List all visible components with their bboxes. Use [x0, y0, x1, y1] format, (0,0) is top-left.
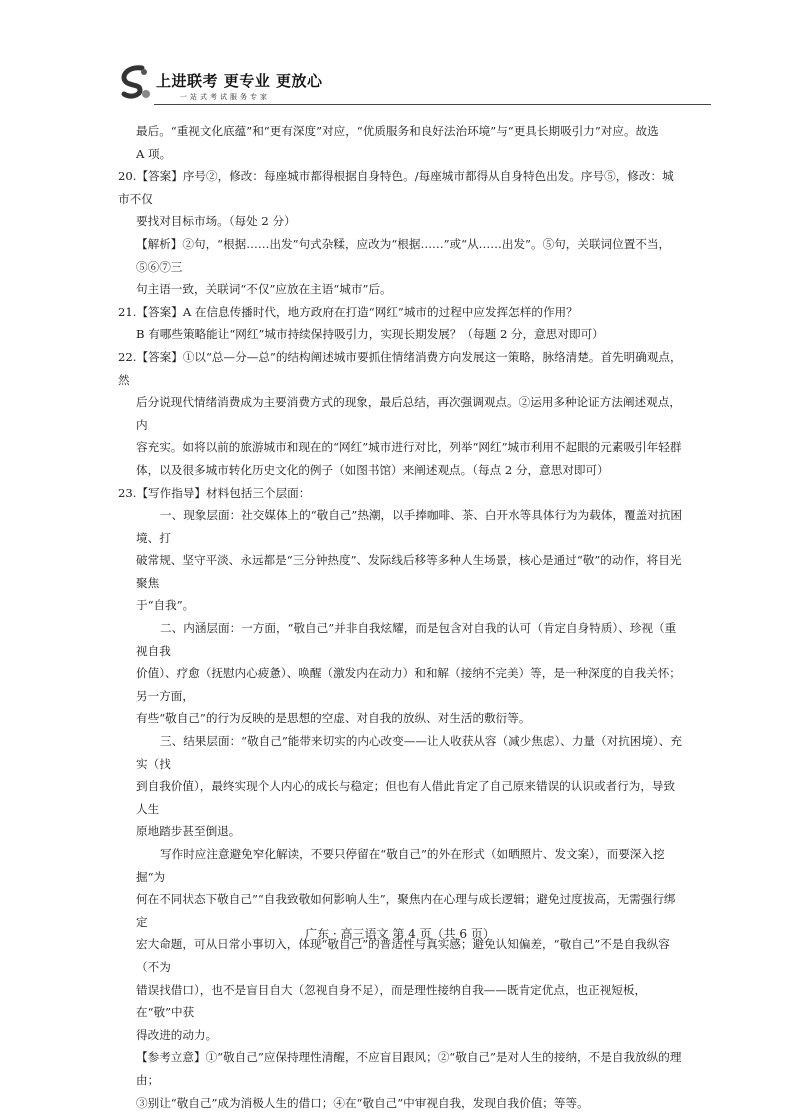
q23-level-three-cont: 原地踏步甚至倒退。 [136, 824, 241, 839]
q20-analysis-cont: 句主语一致，关联词“不仅”应放在主语“城市”后。 [136, 282, 392, 297]
q23-level-one-cont: 破常规、坚守平淡、永远都是“三分钟热度”、发际线后移等多种人生场景，核心是通过“敬”的动作，将目光聚焦 [136, 553, 682, 590]
q23-level-two: 二、内涵层面：一方面，“敬自己”并非自我炫耀，而是包含对自我的认可（肯定自身特质）、珍视（重视自我 [136, 621, 677, 658]
q22-answer-cont: 体，以及很多城市转化历史文化的例子（如图书馆）来阐述观点。（每点 2 分，意思对即可） [136, 462, 609, 477]
q20-answer: 20.【答案】序号②，修改：每座城市都得根据自身特色。/每座城市都得从自身特色出发。序号⑤，修改：城市不仅 [118, 169, 674, 206]
brand-tagline: 一站式考试服务专家 [180, 93, 270, 101]
q23-level-two-cont: 有些“敬自己”的行为反映的是思想的空虚、对自我的放纵、对生活的敷衍等。 [136, 711, 531, 726]
q23-level-three: 三、结果层面：“敬自己”能带来切实的内心改变——让人收获从容（减少焦虑）、力量（对抗困境）、充实（找 [136, 734, 682, 771]
q19-continuation: 最后。“重视文化底蕴”和“更有深度”对应，“优质服务和良好法治环境”与“更具长期吸引力”对应。故选 [136, 124, 659, 138]
brand-logo-icon [118, 64, 152, 104]
q23-level-two-cont: 价值）、疗愈（抚慰内心疲惫）、唤醒（激发内在动力）和和解（接纳不完美）等，是一种深度的自我关怀；另一方面， [136, 666, 681, 703]
page-footer: 广东 · 高三语文 第 4 页（共 6 页） [305, 927, 495, 941]
q22-answer-cont: 后分说现代情绪消费成为主要消费方式的现象，最后总结，再次强调观点。②运用多种论证方法阐述观点，内 [136, 395, 681, 432]
q23-writing-note-cont: 错误找借口），也不是盲目自大（忽视自身不足），而是理性接纳自我——既肯定优点，也正视短板，在“敬”中获 [136, 982, 647, 1020]
q23-reference-theme-cont: ③别让“敬自己”成为消极人生的借口；④在“敬自己”中审视自我，发现自我价值；等等。 [136, 1095, 589, 1110]
q21-answer: 21.【答案】A 在信息传播时代，地方政府在打造“网红”城市的过程中应发挥怎样的作用？ [118, 304, 578, 319]
q22-answer-cont: 容充实。如将以前的旅游城市和现在的“网红”城市进行对比，列举“网红”城市利用不起眼的元素吸引年轻群 [136, 440, 682, 455]
q23-writing-note-cont: 得改进的动力。 [136, 1027, 218, 1042]
q21-answer-cont: B 有哪些策略能让“网红”城市持续保持吸引力，实现长期发展？（每题 2 分，意思对即可） [136, 327, 604, 342]
q23-writing-note: 写作时应注意避免窄化解读，不要只停留在“敬自己”的外在形式（如晒照片、发文案），而要深入挖掘“为 [136, 847, 665, 884]
q23-level-three-cont: 到自我价值），最终实现个人内心的成长与稳定；但也有人借此肯定了自己原来错误的认识或者行为，导致人生 [136, 779, 676, 816]
q20-analysis: 【解析】②句，“根据……出发”句式杂糅，应改为“根据……”或“从……出发”。⑤句，关联词位置不当，⑤⑥⑦三 [136, 236, 671, 274]
q23-guide: 23.【写作指导】材料包括三个层面： [118, 485, 311, 500]
page-header [118, 64, 718, 110]
brand-slogan: 上进联考 更专业 更放心 [156, 72, 323, 90]
header-divider [154, 104, 711, 105]
q20-answer-cont: 要找对目标市场。（每处 2 分） [136, 214, 296, 229]
q23-writing-note-cont: 何在不同状态下敬自己”“自我致敬如何影响人生”，聚焦内在心理与成长逻辑；避免过度拔高，无需强行绑定 [136, 892, 676, 929]
q19-continuation-end: A 项。 [136, 146, 172, 161]
q23-level-one-cont: 于“自我”。 [136, 598, 195, 613]
answer-content [118, 120, 683, 1114]
q23-level-one: 一、现象层面：社交媒体上的“敬自己”热潮，以手捧咖啡、茶、白开水等具体行为为载体，覆盖对抗困境、打 [136, 508, 682, 545]
q23-reference-theme: 【参考立意】①“敬自己”应保持理性清醒，不应盲目跟风；②“敬自己”是对人生的接纳，不是自我放纵的理由； [136, 1050, 682, 1087]
q22-answer: 22.【答案】①以“总—分—总”的结构阐述城市要抓住情绪消费方向发展这一策略，脉络清楚。首先明确观点，然 [118, 349, 682, 387]
q23-writing-note-cont: 宏大命题，可从日常小事切入，体现“敬自己”的普适性与真实感；避免认知偏差，“敬自己”不是自我纵容（不为 [136, 937, 670, 974]
